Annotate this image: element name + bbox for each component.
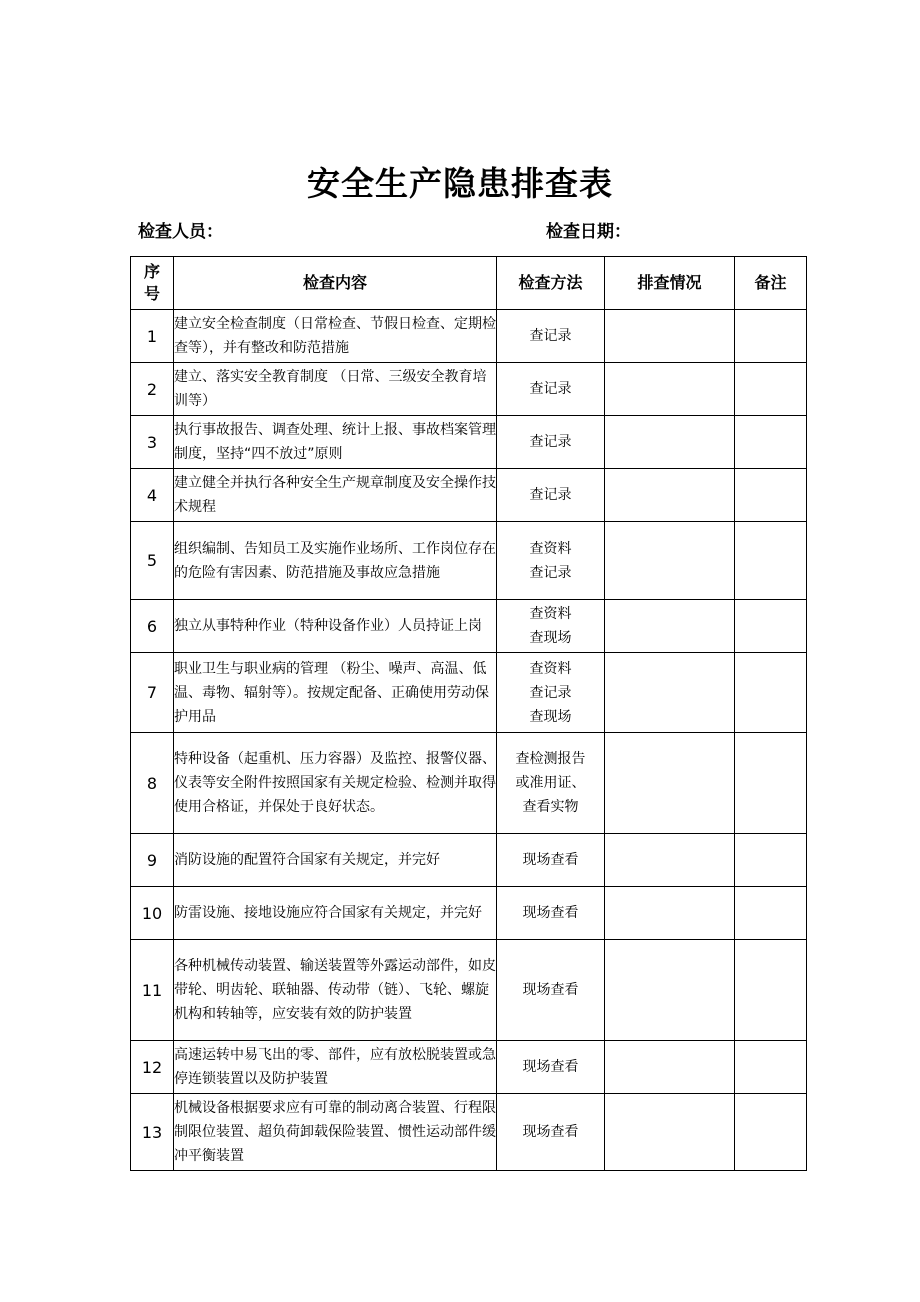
method-line: 现场查看 [522,905,579,921]
row-remark-cell[interactable] [735,310,807,363]
row-number: 2 [131,363,174,416]
row-method [497,310,605,363]
row-content: 执行事故报告、调查处理、统计上报、事故档案管理制度，坚持“四不放过”原则 [174,416,497,469]
method-line: 查记录 [529,564,572,581]
row-method [497,834,605,887]
row-status-cell[interactable] [605,416,735,469]
table-row [131,522,807,600]
header-no-label: 序号 [143,262,160,303]
table-row [131,653,807,733]
method-line: 查看实物 [522,799,579,815]
row-method [497,363,605,416]
row-number: 12 [131,1041,174,1094]
row-content: 建立安全检查制度（日常检查、节假日检查、定期检查等），并有整改和防范措施 [174,310,497,363]
method-line: 查资料 [529,660,572,677]
row-number: 9 [131,834,174,887]
row-content: 职业卫生与职业病的管理 （粉尘、噪声、高温、低温、毒物、辐射等）。按规定配备、正确使用劳动保护用品 [174,653,497,733]
row-remark-cell[interactable] [735,522,807,600]
row-content: 组织编制、告知员工及实施作业场所、工作岗位存在的危险有害因素、防范措施及事故应急措施 [174,522,497,600]
method-line: 现场查看 [522,1059,579,1075]
row-status-cell[interactable] [605,469,735,522]
table-row [131,834,807,887]
row-status-cell[interactable] [605,733,735,834]
table-row [131,600,807,653]
row-status-cell[interactable] [605,600,735,653]
row-remark-cell[interactable] [735,416,807,469]
row-method [497,416,605,469]
row-number: 4 [131,469,174,522]
row-status-cell[interactable] [605,310,735,363]
method-line: 查记录 [529,381,572,397]
row-number: 13 [131,1094,174,1171]
row-remark-cell[interactable] [735,653,807,733]
inspector-label: 检查人员： [138,222,223,242]
row-method [497,653,605,733]
row-status-cell[interactable] [605,940,735,1041]
row-method [497,1041,605,1094]
row-number: 6 [131,600,174,653]
row-method [497,1094,605,1171]
inspection-date-label: 检查日期： [546,222,631,242]
header-method: 检查方法 [497,257,605,310]
header-status: 排查情况 [605,257,735,310]
method-line: 查记录 [529,434,572,450]
method-line: 查记录 [529,684,572,701]
table-body [131,310,807,1171]
row-content: 建立、落实安全教育制度 （日常、三级安全教育培训等） [174,363,497,416]
row-content: 独立从事特种作业（特种设备作业）人员持证上岗 [174,600,497,653]
table-row [131,469,807,522]
row-method [497,887,605,940]
row-content: 消防设施的配置符合国家有关规定，并完好 [174,834,497,887]
page-title: 安全生产隐患排查表 [307,164,613,203]
table-header-row [131,257,807,310]
method-line: 查记录 [529,328,572,344]
method-line: 现场查看 [522,982,579,998]
header-content: 检查内容 [174,257,497,310]
row-remark-cell[interactable] [735,940,807,1041]
row-number: 5 [131,522,174,600]
method-line: 查现场 [529,630,572,646]
row-remark-cell[interactable] [735,733,807,834]
table-row [131,363,807,416]
row-method [497,733,605,834]
method-line: 查资料 [529,606,572,622]
row-content: 高速运转中易飞出的零、部件，应有放松脱装置或急停连锁装置以及防护装置 [174,1041,497,1094]
table-row [131,310,807,363]
row-remark-cell[interactable] [735,469,807,522]
row-status-cell[interactable] [605,834,735,887]
method-line: 查检测报告 [515,751,586,767]
row-content: 机械设备根据要求应有可靠的制动离合装置、行程限制限位装置、超负荷卸载保险装置、惯性运动部件缓冲平衡装置 [174,1094,497,1171]
row-remark-cell[interactable] [735,1094,807,1171]
row-status-cell[interactable] [605,363,735,416]
row-status-cell[interactable] [605,1041,735,1094]
table-row [131,940,807,1041]
row-content: 建立健全并执行各种安全生产规章制度及安全操作技术规程 [174,469,497,522]
row-remark-cell[interactable] [735,363,807,416]
method-line: 查资料 [529,540,572,557]
row-status-cell[interactable] [605,522,735,600]
row-status-cell[interactable] [605,1094,735,1171]
row-remark-cell[interactable] [735,834,807,887]
table-row [131,1094,807,1171]
row-method [497,600,605,653]
method-line: 查现场 [529,708,572,725]
row-number: 1 [131,310,174,363]
row-number: 7 [131,653,174,733]
header-no [131,257,174,310]
row-number: 3 [131,416,174,469]
table-row [131,887,807,940]
row-status-cell[interactable] [605,653,735,733]
row-remark-cell[interactable] [735,1041,807,1094]
row-content: 特种设备（起重机、压力容器）及监控、报警仪器、仪表等安全附件按照国家有关规定检验、检测并取得使用合格证，并保处于良好状态。 [174,733,497,834]
row-content: 各种机械传动装置、输送装置等外露运动部件，如皮带轮、明齿轮、联轴器、传动带（链）、飞轮、螺旋机构和转轴等，应安装有效的防护装置 [174,940,497,1041]
row-number: 10 [131,887,174,940]
table-row [131,416,807,469]
table-row [131,1041,807,1094]
row-remark-cell[interactable] [735,887,807,940]
row-method [497,940,605,1041]
header-remark: 备注 [735,257,807,310]
row-remark-cell[interactable] [735,600,807,653]
row-number: 8 [131,733,174,834]
row-method [497,469,605,522]
method-line: 现场查看 [522,1124,579,1140]
inspection-table [130,256,807,1171]
method-line: 查记录 [529,487,572,503]
method-line: 或准用证、 [515,775,586,791]
row-status-cell[interactable] [605,887,735,940]
row-number: 11 [131,940,174,1041]
row-method [497,522,605,600]
row-content: 防雷设施、接地设施应符合国家有关规定，并完好 [174,887,497,940]
method-line: 现场查看 [522,852,579,868]
table-row [131,733,807,834]
